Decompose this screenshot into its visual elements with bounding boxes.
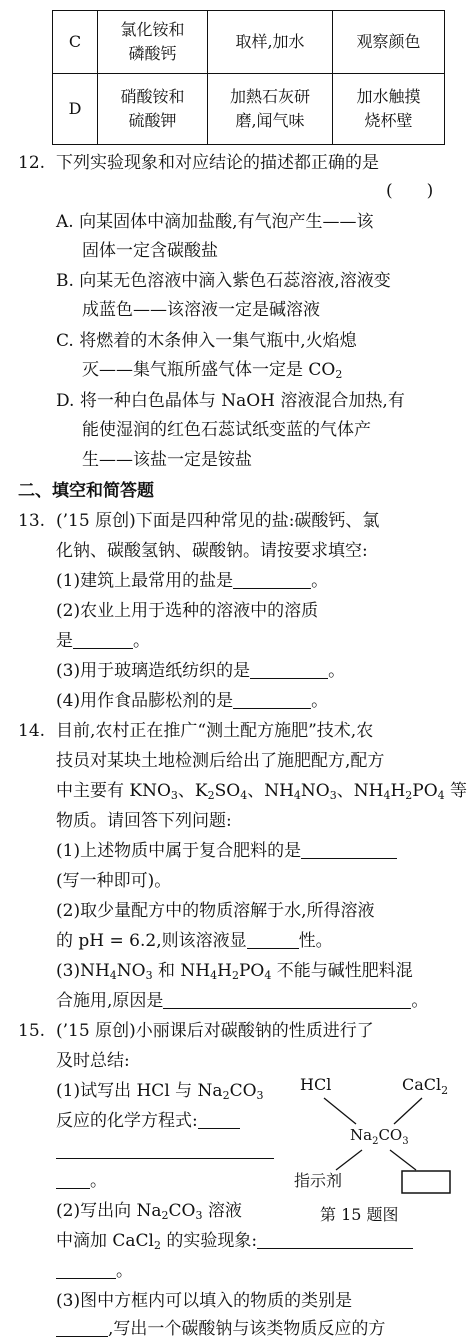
option-a-line1: A. 向某固体中滴加盐酸,有气泡产生——该 bbox=[56, 212, 374, 232]
q14-part1-note: (写一种即可)。 bbox=[56, 871, 172, 891]
q13-part2-cont: 是 。 bbox=[56, 631, 150, 651]
section-heading: 二、填空和简答题 bbox=[18, 481, 154, 501]
q12-stem: 下列实验现象和对应结论的描述都正确的是 bbox=[56, 153, 379, 173]
table-cell: 加水触摸 烧杯壁 bbox=[333, 74, 445, 145]
table-cell: 加熱石灰研 磨,闻气味 bbox=[208, 74, 333, 145]
answer-blank[interactable] bbox=[56, 1320, 108, 1337]
link-line bbox=[324, 1098, 356, 1124]
option-a-line2: 固体一定含碳酸盐 bbox=[82, 241, 218, 261]
option-b-line1: B. 向某无色溶液中滴入紫色石蕊溶液,溶液变 bbox=[56, 271, 391, 291]
row-label: D bbox=[53, 74, 98, 145]
q14-line2: 技员对某块土地检测后给出了施肥配方,配方 bbox=[56, 751, 385, 771]
q14-part1: (1)上述物质中属于复合肥料的是 bbox=[56, 840, 397, 862]
q13-line1: (’15 原创)下面是四种常见的盐:碳酸钙、氯 bbox=[56, 511, 380, 531]
na2co3-label: $Na_2CO_3$ bbox=[350, 1126, 409, 1147]
answer-blank[interactable] bbox=[56, 1262, 116, 1279]
answer-paren: ( ) bbox=[386, 181, 434, 201]
table-cell: 观察颜色 bbox=[333, 11, 445, 74]
q15-part1: (1)试写出 HCl 与 $Na_2CO_3$ bbox=[56, 1081, 264, 1102]
q13-part1: (1)建筑上最常用的盐是 。 bbox=[56, 571, 329, 591]
row-label: C bbox=[53, 11, 98, 74]
empty-box[interactable] bbox=[402, 1171, 450, 1193]
q15-part1-end: 。 bbox=[56, 1170, 107, 1192]
reagent-table bbox=[52, 10, 445, 145]
link-line bbox=[390, 1150, 416, 1170]
table-cell: 氯化铵和 磷酸钙 bbox=[98, 11, 208, 74]
answer-blank[interactable] bbox=[198, 1112, 240, 1129]
q14-line4: 物质。请回答下列问题: bbox=[56, 811, 232, 831]
table-row bbox=[53, 11, 445, 74]
link-line bbox=[394, 1098, 422, 1124]
q14-line3: 中主要有 $KNO_3$、$K_2SO_4$、$NH_4NO_3$、$NH_4H_2PO_4$ 等 bbox=[56, 781, 467, 802]
option-c-line2: 灭——集气瓶所盛气体一定是 $CO_2$ bbox=[82, 360, 343, 381]
q13-part3: (3)用于玻璃造纸纺织的是 。 bbox=[56, 661, 346, 681]
q15-line2: 及时总结: bbox=[56, 1051, 130, 1071]
q15-number: 15. bbox=[18, 1021, 46, 1041]
answer-blank[interactable] bbox=[56, 1142, 274, 1159]
q15-part3: (3)图中方框内可以填入的物质的类别是 bbox=[56, 1291, 353, 1311]
q14-part3-cont: 合施用,原因是 。 bbox=[56, 991, 429, 1011]
answer-blank[interactable] bbox=[73, 632, 133, 649]
hcl-label: HCl bbox=[300, 1075, 332, 1094]
q13-part2: (2)农业上用于选种的溶液中的溶质 bbox=[56, 601, 319, 621]
answer-blank[interactable] bbox=[163, 992, 411, 1009]
q13-part4: (4)用作食品膨松剂的是 。 bbox=[56, 691, 329, 711]
cacl2-label: CaCl$_2$ bbox=[402, 1075, 449, 1097]
answer-blank[interactable] bbox=[233, 572, 311, 589]
answer-blank[interactable] bbox=[301, 842, 397, 859]
q14-part2: (2)取少量配方中的物质溶解于水,所得溶液 bbox=[56, 901, 375, 921]
q13-line2: 化钠、碳酸氢钠、碳酸钠。请按要求填空: bbox=[56, 541, 368, 561]
option-d-line2: 能使湿润的红色石蕊试纸变蓝的气体产 bbox=[82, 420, 371, 440]
q13-number: 13. bbox=[18, 511, 46, 531]
table-row bbox=[53, 74, 445, 145]
answer-blank[interactable] bbox=[247, 932, 299, 949]
option-d-line3: 生——该盐一定是铵盐 bbox=[82, 450, 252, 470]
q12-number: 12. bbox=[18, 153, 46, 173]
table-cell: 取样,加水 bbox=[208, 11, 333, 74]
reaction-diagram bbox=[290, 1072, 460, 1232]
answer-blank[interactable] bbox=[233, 692, 311, 709]
figure-caption: 第 15 题图 bbox=[320, 1205, 399, 1224]
q15-line1: (’15 原创)小丽课后对碳酸钠的性质进行了 bbox=[56, 1021, 374, 1041]
option-b-line2: 成蓝色——该溶液一定是碱溶液 bbox=[82, 300, 320, 320]
q15-part2-cont: 中滴加 CaCl$_2$ 的实验现象: bbox=[56, 1230, 413, 1252]
q14-number: 14. bbox=[18, 721, 46, 741]
link-line bbox=[336, 1150, 362, 1170]
answer-blank[interactable] bbox=[257, 1232, 413, 1249]
q14-line1: 目前,农村正在推广“测土配方施肥”技术,农 bbox=[56, 721, 374, 741]
q14-part2-cont: 的 pH = 6.2,则该溶液显 性。 bbox=[56, 931, 333, 951]
q15-part2-end: 。 bbox=[56, 1260, 133, 1282]
q15-part1-blank bbox=[56, 1140, 274, 1162]
q15-part3-cont: ,写出一个碳酸钠与该类物质反应的方 bbox=[56, 1318, 385, 1340]
table-cell: 硝酸铵和 硫酸钾 bbox=[98, 74, 208, 145]
indicator-label: 指示剂 bbox=[294, 1171, 343, 1190]
answer-blank[interactable] bbox=[56, 1172, 90, 1189]
q14-part3: $(3)NH_4NO_3$ 和 $NH_4H_2PO_4$ 不能与碱性肥料混 bbox=[56, 961, 413, 982]
q15-part2: (2)写出向 $Na_2CO_3$ 溶液 bbox=[56, 1201, 242, 1222]
q15-part1-cont: 反应的化学方程式: bbox=[56, 1110, 240, 1132]
option-c-line1: C. 将燃着的木条伸入一集气瓶中,火焰熄 bbox=[56, 331, 357, 351]
answer-blank[interactable] bbox=[250, 662, 328, 679]
option-d-line1: D. 将一种白色晶体与 NaOH 溶液混合加热,有 bbox=[56, 391, 405, 411]
